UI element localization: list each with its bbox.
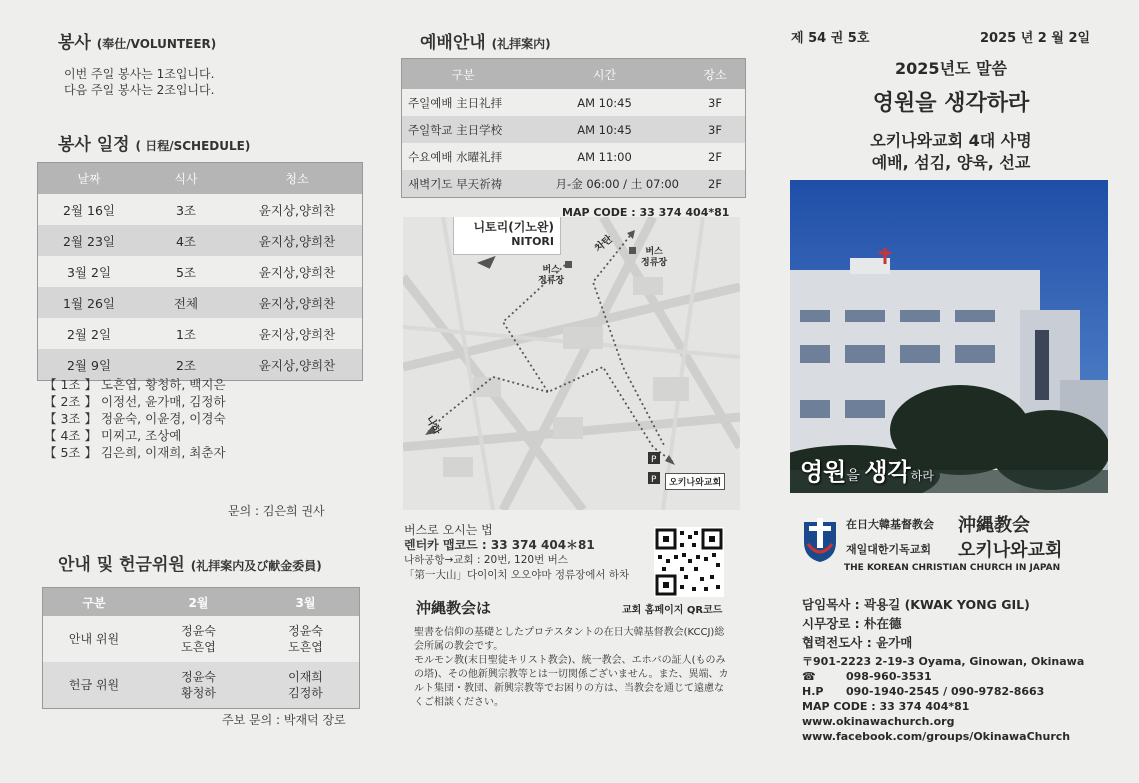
mission-items: 예배, 섬김, 양육, 선교 <box>871 153 1031 172</box>
schedule-cleaning: 윤지상,양희찬 <box>232 225 363 256</box>
directions-stop-line: 「第一大山」다이이치 오오야마 정류장에서 하차 <box>404 569 630 581</box>
table-row <box>38 194 363 225</box>
guide-heading <box>58 550 322 575</box>
worship-table <box>401 58 746 198</box>
photo-caption-particle: 을 <box>846 468 865 484</box>
elder-line: 시무장로 : 朴在德 <box>802 616 902 631</box>
qr-caption: 교회 홈페이지 QR코드 <box>622 605 723 616</box>
group-list <box>44 376 226 461</box>
contact-map-code: MAP CODE : 33 374 404*81 <box>802 700 970 713</box>
schedule-date: 3월 2일 <box>66 264 112 280</box>
rentacar-label: 렌터카 맵코드 : <box>404 538 491 552</box>
table-row <box>43 616 360 662</box>
location-map <box>403 217 740 510</box>
map-code-label: MAP CODE : 33 374 404*81 <box>562 206 730 219</box>
schedule-meal: 4조 <box>140 225 232 256</box>
schedule-meal: 2조 <box>140 349 232 381</box>
road-label-chatan: 차탄 <box>593 233 615 255</box>
qr-code-icon[interactable] <box>654 527 724 597</box>
evangelist-line: 협력전도사 : 윤가매 <box>802 635 913 650</box>
worship-place: 2F <box>708 149 722 164</box>
volunteer-title-sub: (奉仕/VOLUNTEER) <box>96 37 217 51</box>
about-text: 聖書を信仰の基礎としたプロテスタントの在日大韓基督教会(KCCJ)総会所属の教会です。 モルモン教(末日聖徒キリスト教会)、統一教会、エホバの証人(ものみの塔)、その他新興宗教等とは一切関係ございません。また、異端、カルト集団・教団、新興宗教等でお困りの方は、当教会を通じて遠慮なくご相談ください。 <box>414 627 729 708</box>
worship-time: AM 10:45 <box>577 95 632 110</box>
schedule-date: 1월 26일 <box>38 287 141 318</box>
schedule-header-date: 날짜 <box>38 163 141 195</box>
photo-caption-word-3: 하라 <box>910 469 934 483</box>
rentacar-code: 33 374 404＊81 <box>490 538 595 552</box>
table-row <box>38 287 363 318</box>
schedule-header-meal: 식사 <box>140 163 232 195</box>
volunteer-text <box>64 66 214 98</box>
directions-block <box>404 523 629 583</box>
table-row <box>43 662 360 709</box>
guide-title: 안내 및 헌금위원 <box>58 555 185 575</box>
guide-role: 안내 위원 <box>68 632 120 646</box>
guide-feb-names: 정윤숙 황청하 <box>145 662 252 709</box>
mobile-line <box>802 684 1084 699</box>
church-building-illustration <box>790 180 1108 493</box>
worship-time: AM 11:00 <box>577 149 632 164</box>
worship-place: 2F <box>685 170 746 198</box>
church-name-jp-big: 沖縄教会 <box>958 515 1030 536</box>
guide-header-feb: 2월 <box>145 588 252 617</box>
schedule-meal: 5조 <box>175 264 197 280</box>
worship-service: 새벽기도 早天祈祷 <box>402 170 525 198</box>
bus-stop-label-1: 버스 정류장 <box>538 265 565 286</box>
worship-time: AM 10:45 <box>524 116 685 143</box>
volunteer-line-1: 이번 주일 봉사는 1조입니다. <box>64 67 215 81</box>
schedule-cleaning: 윤지상,양희찬 <box>232 287 363 318</box>
schedule-cleaning: 윤지상,양희찬 <box>258 326 336 342</box>
nitori-name-en: NITORI <box>511 235 554 248</box>
worship-heading <box>420 28 551 53</box>
worship-place: 3F <box>685 116 746 143</box>
worship-service: 주일학교 主日学校 <box>402 116 525 143</box>
group-item: 【 2조 】 이정선, 윤가매, 김정하 <box>44 394 226 409</box>
schedule-cleaning: 윤지상,양희찬 <box>232 349 363 381</box>
group-item: 【 1조 】 도흔엽, 황청하, 백지은 <box>44 377 226 392</box>
worship-service: 주일예배 主日礼拝 <box>408 95 503 110</box>
schedule-cleaning: 윤지상,양희찬 <box>258 202 336 218</box>
guide-mar-names: 이재희 김정하 <box>252 662 360 709</box>
worship-service: 수요예배 水曜礼拝 <box>408 149 503 164</box>
year-theme-title: 영원을 생각하라 <box>872 91 1030 116</box>
guide-table <box>42 587 360 709</box>
issue-number: 제 54 권 5호 <box>791 31 870 46</box>
road-label-naha: 나하 <box>423 414 443 437</box>
map-drawing <box>403 217 740 510</box>
church-name-jp-small: 在日大韓基督教会 <box>846 518 934 531</box>
church-name-ko-big: 오키나와교회 <box>958 540 1063 561</box>
schedule-table <box>37 162 363 381</box>
volunteer-heading <box>58 28 216 53</box>
volunteer-title: 봉사 <box>58 33 91 53</box>
table-row <box>402 116 746 143</box>
guide-title-sub: (礼拝案内及び献金委員) <box>190 559 322 573</box>
schedule-meal: 1조 <box>175 326 197 342</box>
table-row <box>402 89 746 116</box>
schedule-header-cleaning: 청소 <box>232 163 363 195</box>
guide-feb-names: 정윤숙 도흔엽 <box>181 624 216 654</box>
guide-header-mar: 3월 <box>252 588 360 617</box>
svg-text:P: P <box>651 475 657 485</box>
schedule-cleaning: 윤지상,양희찬 <box>258 264 336 280</box>
svg-text:P: P <box>651 455 657 465</box>
worship-time: 月-金 06:00 / 土 07:00 <box>524 170 685 198</box>
schedule-date: 2월 23일 <box>38 225 141 256</box>
schedule-meal: 전체 <box>140 287 232 318</box>
issue-date: 2025 년 2 월 2일 <box>980 31 1091 46</box>
group-item: 【 5조 】 김은희, 이재희, 최춘자 <box>44 445 226 460</box>
mission-heading: 오키나와교회 4대 사명 <box>870 131 1032 150</box>
church-logo-graphic <box>800 516 840 564</box>
schedule-title: 봉사 일정 <box>58 135 130 155</box>
staff-list <box>802 595 1030 652</box>
table-row <box>402 170 746 198</box>
worship-title-sub: (礼拝案内) <box>491 37 551 51</box>
photo-caption <box>800 452 934 487</box>
group-item: 【 4조 】 미찌고, 조상예 <box>44 428 182 443</box>
table-row <box>38 256 363 287</box>
group-item: 【 3조 】 정윤숙, 이윤경, 이경숙 <box>44 411 226 426</box>
website-link[interactable]: www.okinawachurch.org <box>802 715 955 728</box>
schedule-date: 2월 16일 <box>63 202 115 218</box>
facebook-link[interactable]: www.facebook.com/groups/OkinawaChurch <box>802 730 1071 743</box>
schedule-heading <box>58 130 250 155</box>
mobile-label: H.P <box>802 685 824 698</box>
bus-stop-label-2: 버스 정류장 <box>641 247 668 268</box>
worship-header-category: 구분 <box>402 59 525 90</box>
schedule-date: 2월 2일 <box>66 326 112 342</box>
church-map-label: 오키나와교회 <box>665 473 725 490</box>
worship-header-time: 시간 <box>524 59 685 90</box>
guide-header-category: 구분 <box>43 588 146 617</box>
table-row <box>38 318 363 349</box>
church-name-en: THE KOREAN CHRISTIAN CHURCH IN JAPAN <box>844 563 1061 573</box>
table-row <box>38 225 363 256</box>
schedule-header-row <box>38 163 363 195</box>
mobile-numbers: 090-1940-2545 / 090-9782-8663 <box>846 685 1045 698</box>
contact-block <box>802 654 1084 744</box>
guide-mar-names: 정윤숙 도흔엽 <box>288 624 323 654</box>
church-photo <box>790 180 1108 493</box>
worship-title: 예배안내 <box>420 33 486 53</box>
schedule-contact: 문의 : 김은희 권사 <box>228 504 325 518</box>
year-word-label: 2025년도 말씀 <box>895 59 1007 78</box>
pastor-line: 담임목사 : 곽용길 (KWAK YONG GIL) <box>802 597 1030 612</box>
worship-place: 3F <box>708 95 722 110</box>
photo-caption-word-1: 영원 <box>800 457 847 486</box>
nitori-label <box>453 217 561 255</box>
phone-icon: ☎ <box>802 670 816 683</box>
church-logo-icon <box>800 516 840 564</box>
directions-bus-line: 나하공항→교회 : 20번, 120번 버스 <box>404 554 568 566</box>
guide-header-row <box>43 588 360 617</box>
nitori-name-ko: 니토리(기노완) <box>473 220 554 234</box>
qr-code-graphic <box>654 527 724 597</box>
phone-line <box>802 669 1084 684</box>
photo-caption-word-2: 생각 <box>864 457 911 486</box>
about-title: 沖縄教会は <box>416 599 492 617</box>
guide-role: 헌금 위원 <box>43 662 146 709</box>
rentacar-code-line <box>404 538 629 553</box>
guide-contact: 주보 문의 : 박재덕 장로 <box>222 713 346 727</box>
schedule-date: 2월 9일 <box>38 349 141 381</box>
worship-header-row <box>402 59 746 90</box>
phone-number: 098-960-3531 <box>846 670 932 683</box>
schedule-title-sub: ( 日程/SCHEDULE) <box>135 139 251 153</box>
worship-header-place: 장소 <box>685 59 746 90</box>
church-name-ko-small: 재일대한기독교회 <box>846 543 932 556</box>
volunteer-line-2: 다음 주일 봉사는 2조입니다. <box>64 83 215 97</box>
table-row <box>402 143 746 170</box>
directions-title: 버스로 오시는 법 <box>404 523 493 537</box>
schedule-meal: 3조 <box>175 202 197 218</box>
address-line: 〒901-2223 2-19-3 Oyama, Ginowan, Okinawa <box>802 655 1085 668</box>
